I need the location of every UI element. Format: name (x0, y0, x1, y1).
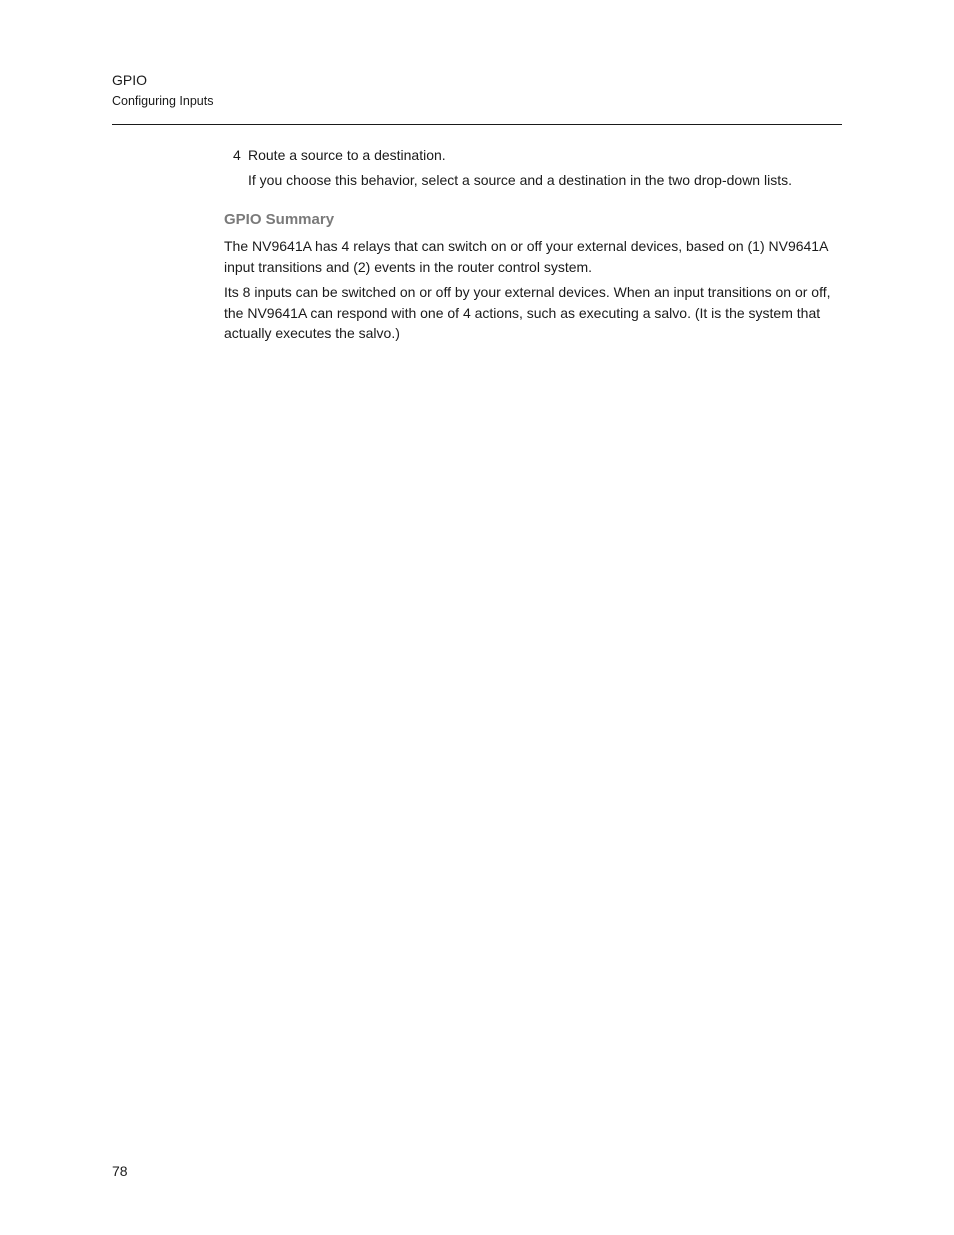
step-text: Route a source to a destination. (248, 147, 446, 163)
body-paragraph: The NV9641A has 4 relays that can switch on or off your external devices, based on (1) NV9641A input transitions and (2) events in the router control system. (224, 238, 828, 275)
section-heading: GPIO Summary (224, 211, 335, 228)
page-number: 78 (112, 1163, 128, 1179)
header-chapter-title: GPIO (112, 72, 148, 88)
step-number: 4 (233, 147, 241, 163)
body-paragraph: Its 8 inputs can be switched on or off by your external devices. When an input transitions on or off, the NV9641A can respond with one of 4 actions, such as executing a salvo. (It is the system that actually executes the salvo.) (224, 284, 831, 341)
header-section-title: Configuring Inputs (112, 94, 214, 108)
header-divider (112, 124, 842, 125)
step-note: If you choose this behavior, select a source and a destination in the two drop-down lists. (248, 172, 792, 188)
